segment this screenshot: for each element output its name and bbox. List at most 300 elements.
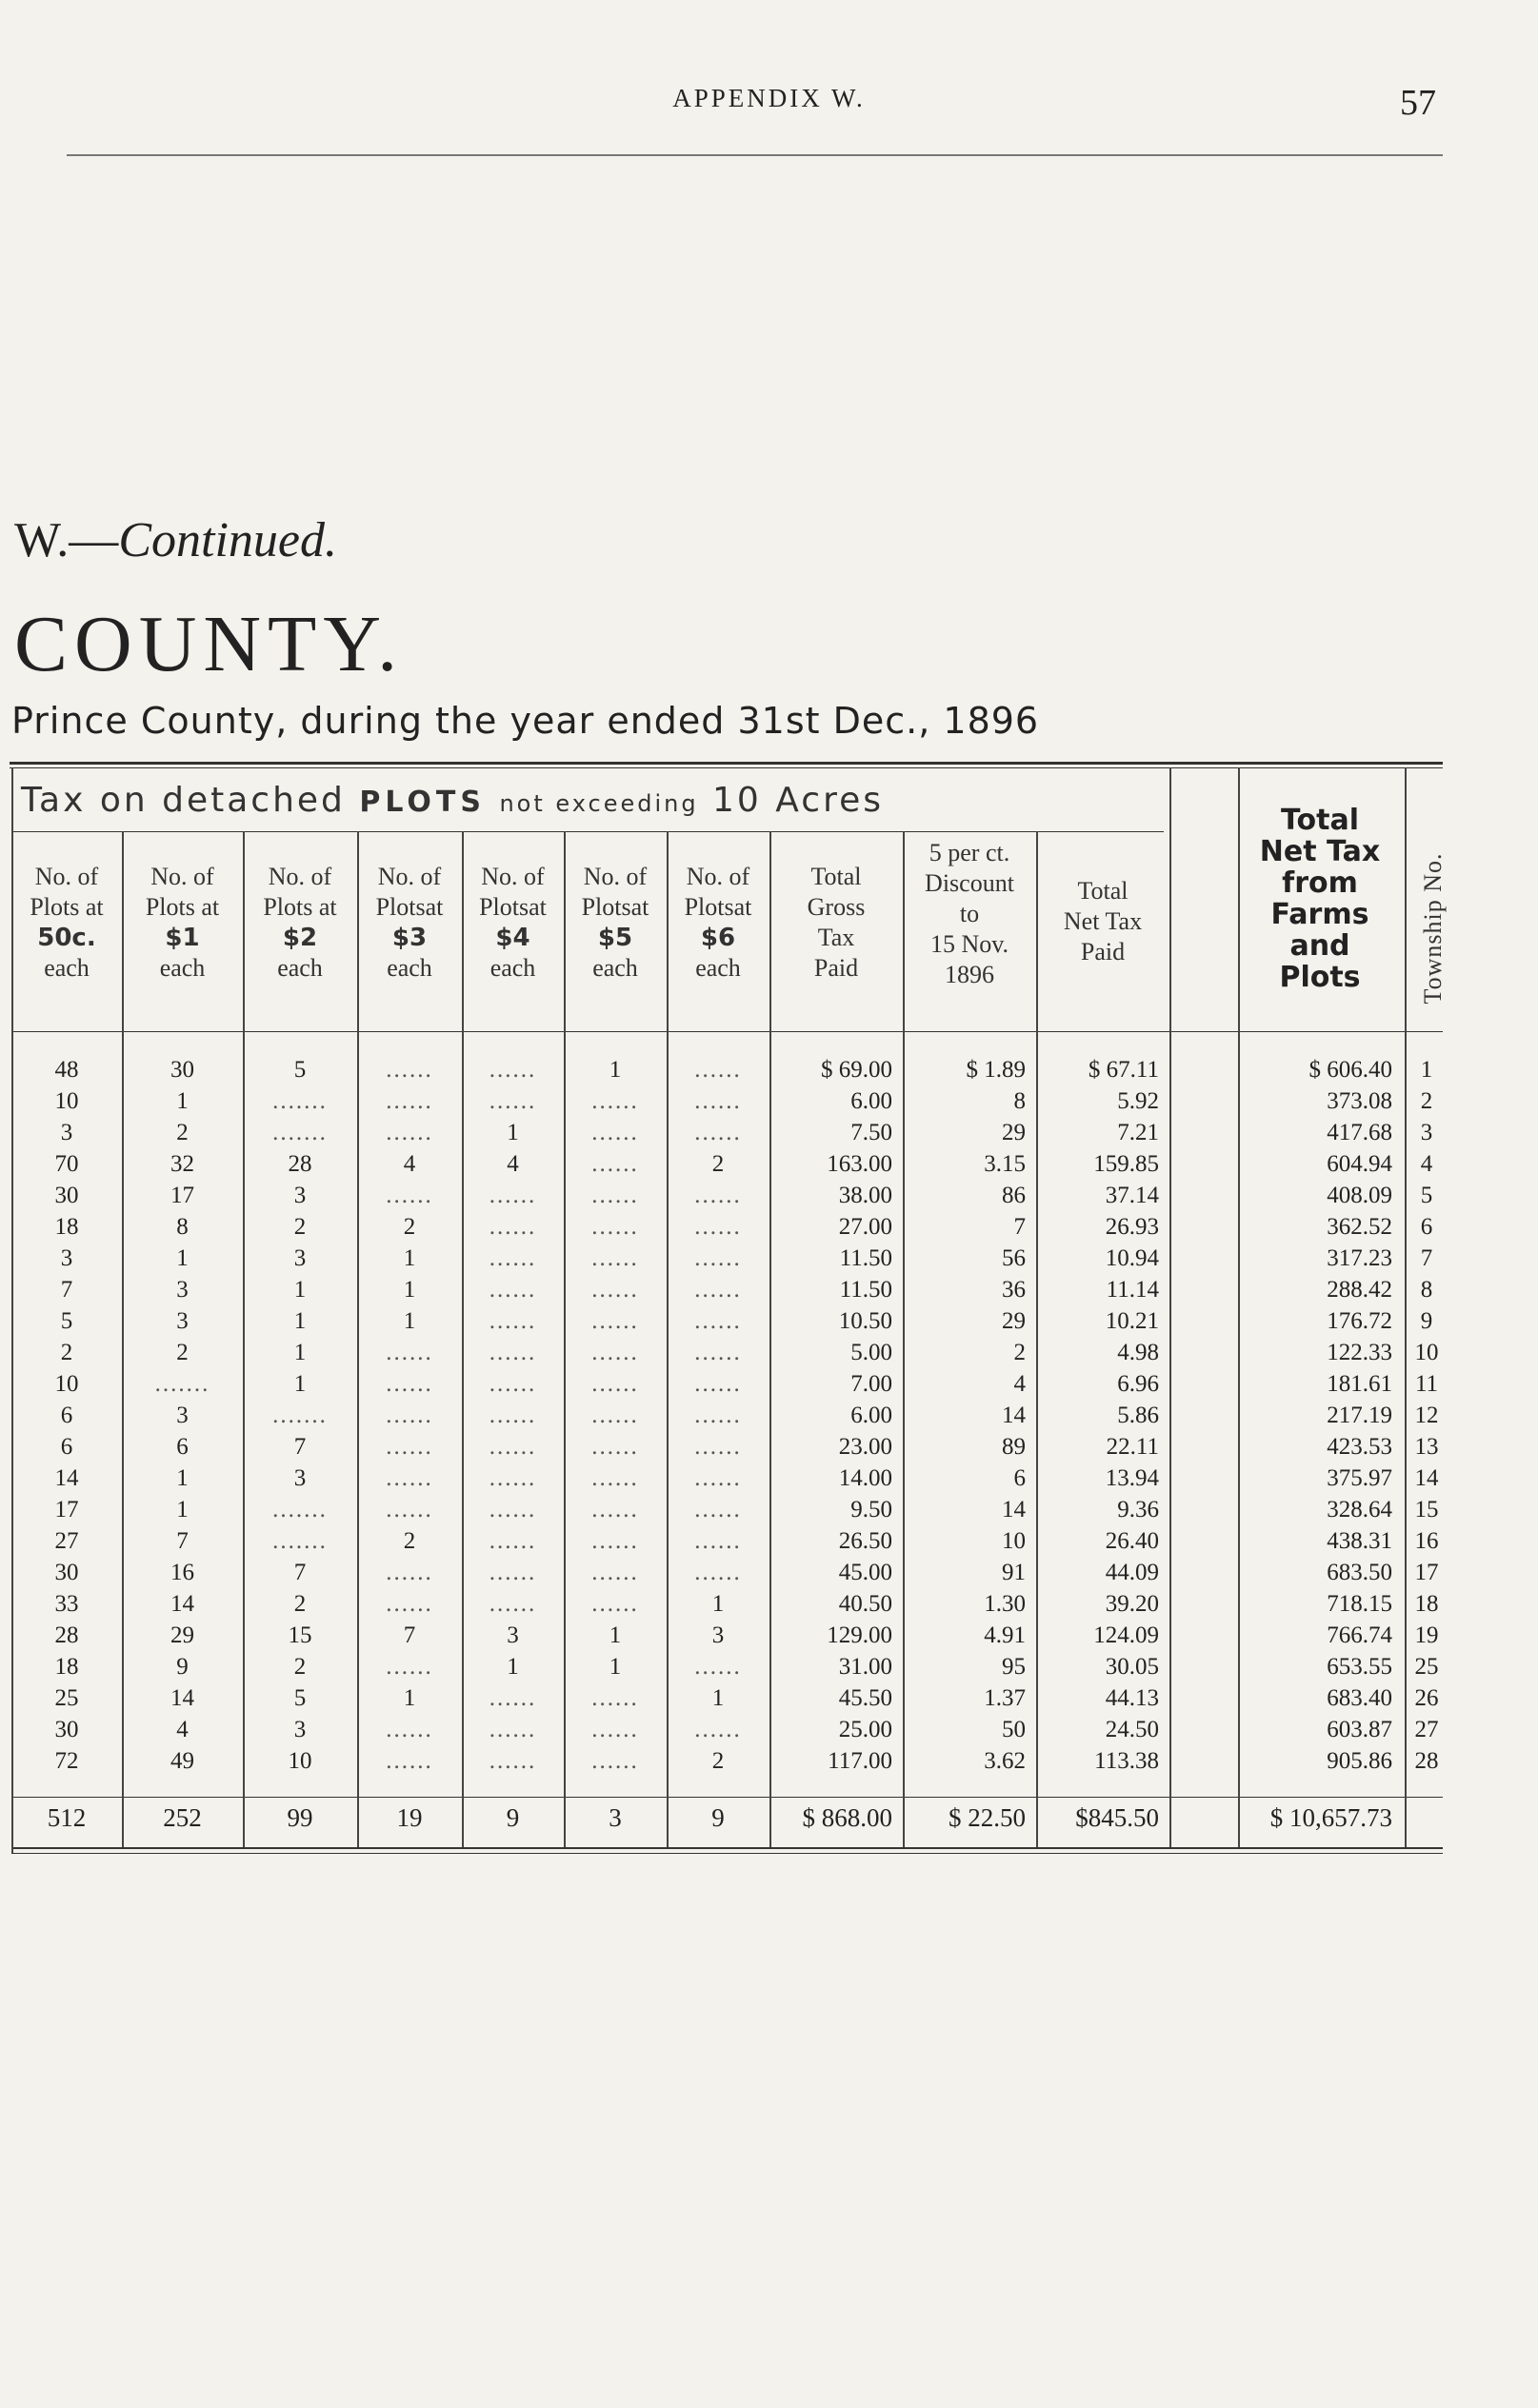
span-header-part1: Tax on detached (21, 781, 346, 820)
cell-plots-5: ...... (591, 1591, 639, 1617)
col-header-5-dollar (564, 862, 667, 984)
cell-plots-3: ...... (386, 1183, 433, 1208)
table-bottom-rule-thin (11, 1853, 1443, 1854)
col-header-rate: $5 (597, 924, 633, 952)
col-header-line: each (489, 954, 536, 982)
col-header-line: to (959, 900, 980, 927)
cell-total-net-tax: 438.31 (1327, 1528, 1392, 1554)
cell-plots-5: ...... (591, 1183, 639, 1208)
cell-plots-4: 1 (507, 1120, 519, 1145)
total-plots-2: 99 (287, 1803, 313, 1832)
cell-plots-1: 1 (176, 1497, 189, 1522)
col-header-line: Plots (1279, 961, 1361, 994)
cell-plots-4: ...... (489, 1214, 537, 1240)
cell-plots-1: 14 (170, 1685, 194, 1711)
total-gross-tax: $ 868.00 (802, 1803, 892, 1832)
cell-township-no: 19 (1414, 1622, 1439, 1648)
cell-gross-tax: $ 69.00 (821, 1057, 892, 1083)
span-header-part4: 10 Acres (712, 781, 884, 820)
cell-plots-6: ...... (694, 1560, 742, 1585)
cell-plots-5: ...... (591, 1120, 639, 1145)
cell-plots-5: ...... (591, 1308, 639, 1334)
continued-word: Continued. (118, 513, 337, 567)
cell-plots-5: ...... (591, 1434, 639, 1460)
cell-discount: 6 (1013, 1465, 1026, 1491)
cell-plots-50c: 33 (54, 1591, 79, 1617)
table-row (0, 1340, 1538, 1371)
cell-plots-3: ...... (386, 1748, 433, 1774)
cell-plots-4: ...... (489, 1245, 537, 1271)
cell-plots-5: ...... (591, 1088, 639, 1114)
cell-discount: 2 (1013, 1340, 1026, 1365)
col-header-total-net (1238, 805, 1402, 993)
cell-plots-5: ...... (591, 1340, 639, 1365)
col-header-line: No. of (268, 863, 332, 890)
cell-plots-1: 9 (176, 1654, 189, 1680)
cell-discount: 29 (1002, 1120, 1026, 1145)
cell-total-net-tax: 122.33 (1327, 1340, 1392, 1365)
cell-plots-1: 6 (176, 1434, 189, 1460)
cell-plots-6: ...... (694, 1434, 742, 1460)
cell-total-net-tax: 423.53 (1327, 1434, 1392, 1460)
cell-plots-3: ...... (386, 1497, 433, 1522)
cell-plots-2: 7 (293, 1560, 307, 1585)
cell-plots-5: ...... (591, 1245, 639, 1271)
cell-township-no: 9 (1420, 1308, 1433, 1334)
cell-plots-5: ...... (591, 1685, 639, 1711)
cell-total-net-tax: 683.50 (1327, 1560, 1392, 1585)
cell-net-tax: 4.98 (1117, 1340, 1159, 1365)
table-row (0, 1748, 1538, 1780)
cell-plots-50c: 5 (60, 1308, 73, 1334)
cell-plots-5: ...... (591, 1371, 639, 1397)
cell-plots-4: 4 (507, 1151, 519, 1177)
cell-net-tax: 24.50 (1105, 1717, 1159, 1742)
col-header-line: each (277, 954, 323, 982)
col-header-line: each (695, 954, 741, 982)
table-row (0, 1528, 1538, 1560)
cell-gross-tax: 11.50 (839, 1277, 892, 1303)
col-header-line: Tax (817, 924, 855, 951)
cell-plots-1: 17 (170, 1183, 194, 1208)
cell-net-tax: 37.14 (1105, 1183, 1159, 1208)
cell-plots-5: 1 (609, 1654, 622, 1680)
cell-plots-4: ...... (489, 1528, 537, 1554)
cell-gross-tax: 38.00 (838, 1183, 892, 1208)
cell-township-no: 26 (1414, 1685, 1439, 1711)
cell-net-tax: 9.36 (1117, 1497, 1159, 1522)
cell-plots-5: ...... (591, 1277, 639, 1303)
county-heading: COUNTY. (14, 600, 405, 688)
col-header-rate: $2 (282, 924, 318, 952)
cell-plots-2: 1 (293, 1340, 307, 1365)
cell-discount: 14 (1002, 1497, 1026, 1522)
cell-plots-3: ...... (386, 1560, 433, 1585)
table-top-rule (10, 762, 1443, 765)
cell-township-no: 1 (1420, 1057, 1433, 1083)
table-row (0, 1403, 1538, 1434)
cell-plots-5: ...... (591, 1497, 639, 1522)
cell-plots-5: ...... (591, 1748, 639, 1774)
cell-total-net-tax: 328.64 (1327, 1497, 1392, 1522)
cell-plots-2: ....... (272, 1528, 328, 1554)
cell-plots-5: ...... (591, 1465, 639, 1491)
cell-plots-2: 5 (293, 1685, 307, 1711)
cell-net-tax: 22.11 (1106, 1434, 1159, 1460)
cell-township-no: 15 (1414, 1497, 1439, 1522)
cell-discount: 91 (1002, 1560, 1026, 1585)
cell-plots-5: 1 (609, 1057, 622, 1083)
col-header-1-dollar (122, 862, 243, 984)
col-header-line: Plots at (30, 893, 104, 921)
table-row (0, 1622, 1538, 1654)
table-row (0, 1497, 1538, 1528)
cell-net-tax: 159.85 (1093, 1151, 1159, 1177)
cell-discount: 50 (1002, 1717, 1026, 1742)
cell-net-tax: 10.94 (1105, 1245, 1159, 1271)
cell-plots-50c: 7 (60, 1277, 73, 1303)
col-header-6-dollar (667, 862, 769, 984)
col-header-line: Paid (1080, 938, 1126, 965)
cell-plots-5: ...... (591, 1151, 639, 1177)
cell-total-net-tax: 217.19 (1327, 1403, 1392, 1428)
table-row (0, 1277, 1538, 1308)
col-header-line: each (159, 954, 206, 982)
cell-discount: 14 (1002, 1403, 1026, 1428)
cell-discount: 86 (1002, 1183, 1026, 1208)
span-header (21, 781, 1164, 820)
table-row (0, 1654, 1538, 1685)
cell-discount: 1.37 (984, 1685, 1026, 1711)
total-plots-50c: 512 (47, 1803, 87, 1832)
cell-gross-tax: 163.00 (827, 1151, 892, 1177)
cell-township-no: 12 (1414, 1403, 1439, 1428)
cell-total-net-tax: 375.97 (1327, 1465, 1392, 1491)
cell-plots-3: ...... (386, 1120, 433, 1145)
cell-gross-tax: 5.00 (850, 1340, 892, 1365)
cell-plots-6: 2 (711, 1748, 725, 1774)
cell-plots-2: 2 (293, 1214, 307, 1240)
cell-plots-4: 3 (507, 1622, 519, 1648)
cell-total-net-tax: 362.52 (1327, 1214, 1392, 1240)
cell-township-no: 16 (1414, 1528, 1439, 1554)
cell-net-tax: 124.09 (1093, 1622, 1159, 1648)
cell-plots-3: ...... (386, 1371, 433, 1397)
cell-plots-50c: 25 (54, 1685, 79, 1711)
cell-plots-5: ...... (591, 1214, 639, 1240)
cell-discount: 36 (1002, 1277, 1026, 1303)
cell-plots-5: ...... (591, 1717, 639, 1742)
cell-discount: 7 (1013, 1214, 1026, 1240)
col-header-line: each (592, 954, 638, 982)
cell-plots-50c: 10 (54, 1088, 79, 1114)
cell-total-net-tax: 176.72 (1327, 1308, 1392, 1334)
cell-total-net-tax: 417.68 (1327, 1120, 1392, 1145)
cell-plots-1: ....... (154, 1371, 210, 1397)
table-row (0, 1371, 1538, 1403)
cell-plots-1: 29 (170, 1622, 194, 1648)
col-header-rate: $3 (391, 924, 428, 952)
cell-plots-4: ...... (489, 1717, 537, 1742)
cell-total-net-tax: 603.87 (1327, 1717, 1392, 1742)
cell-gross-tax: 31.00 (838, 1654, 892, 1680)
cell-plots-1: 4 (176, 1717, 189, 1742)
col-header-line: Discount (925, 869, 1014, 897)
col-header-line: Net Tax (1063, 907, 1143, 935)
cell-discount: 10 (1002, 1528, 1026, 1554)
table-row (0, 1591, 1538, 1622)
cell-discount: 3.62 (984, 1748, 1026, 1774)
cell-plots-2: 3 (293, 1717, 307, 1742)
col-header-line: Plots at (145, 893, 220, 921)
cell-plots-6: 1 (711, 1591, 725, 1617)
cell-plots-50c: 14 (54, 1465, 79, 1491)
col-header-line: Gross (807, 893, 866, 921)
cell-plots-2: 1 (293, 1277, 307, 1303)
table-row (0, 1183, 1538, 1214)
cell-plots-2: 2 (293, 1591, 307, 1617)
cell-plots-3: 4 (403, 1151, 416, 1177)
cell-gross-tax: 129.00 (827, 1622, 892, 1648)
cell-plots-50c: 30 (54, 1560, 79, 1585)
table-row (0, 1560, 1538, 1591)
table-row (0, 1717, 1538, 1748)
cell-gross-tax: 14.00 (838, 1465, 892, 1491)
cell-plots-2: ....... (272, 1120, 328, 1145)
span-header-part3: not exceeding (499, 790, 699, 817)
span-header-plots: PLOTS (359, 786, 486, 819)
cell-plots-3: ...... (386, 1057, 433, 1083)
cell-discount: 4 (1013, 1371, 1026, 1397)
cell-plots-50c: 30 (54, 1717, 79, 1742)
col-header-line: No. of (583, 863, 648, 890)
table-subtitle: Prince County, during the year ended 31st Dec., 1896 (11, 700, 1040, 742)
cell-plots-1: 1 (176, 1088, 189, 1114)
total-plots-6: 9 (711, 1803, 725, 1832)
continued-heading (14, 512, 337, 568)
cell-plots-3: ...... (386, 1403, 433, 1428)
cell-plots-4: ...... (489, 1591, 537, 1617)
cell-plots-2: ....... (272, 1403, 328, 1428)
cell-plots-2: 2 (293, 1654, 307, 1680)
col-header-line: Plots at (263, 893, 337, 921)
cell-township-no: 13 (1414, 1434, 1439, 1460)
cell-plots-4: ...... (489, 1371, 537, 1397)
township-header-text: Township No. (1419, 852, 1447, 1005)
col-header-rate: 50c. (37, 924, 96, 952)
cell-plots-6: ...... (694, 1371, 742, 1397)
cell-plots-2: 3 (293, 1465, 307, 1491)
cell-plots-1: 32 (170, 1151, 194, 1177)
cell-township-no: 4 (1420, 1151, 1433, 1177)
col-header-line: each (44, 954, 90, 982)
cell-gross-tax: 7.50 (850, 1120, 892, 1145)
cell-plots-4: ...... (489, 1088, 537, 1114)
cell-plots-4: ...... (489, 1183, 537, 1208)
total-plots-1: 252 (163, 1803, 202, 1832)
cell-gross-tax: 45.50 (838, 1685, 892, 1711)
cell-plots-4: ...... (489, 1465, 537, 1491)
cell-township-no: 10 (1414, 1340, 1439, 1365)
cell-plots-6: ...... (694, 1465, 742, 1491)
col-header-line: Total (810, 863, 862, 890)
table-row (0, 1214, 1538, 1245)
cell-plots-6: ...... (694, 1245, 742, 1271)
col-header-gross-tax (769, 862, 903, 984)
total-plots-3: 19 (396, 1803, 423, 1832)
col-header-line: and (1289, 929, 1350, 963)
cell-plots-1: 30 (170, 1057, 194, 1083)
header-bottom-rule (11, 1031, 1443, 1032)
cell-plots-2: 3 (293, 1183, 307, 1208)
col-header-discount (903, 838, 1036, 990)
col-header-line: 15 Nov. (929, 930, 1009, 958)
cell-plots-4: ...... (489, 1403, 537, 1428)
cell-plots-1: 3 (176, 1277, 189, 1303)
cell-discount: 95 (1002, 1654, 1026, 1680)
cell-total-net-tax: 683.40 (1327, 1685, 1392, 1711)
cell-plots-4: ...... (489, 1748, 537, 1774)
cell-gross-tax: 23.00 (838, 1434, 892, 1460)
cell-plots-6: ...... (694, 1088, 742, 1114)
cell-plots-4: ...... (489, 1560, 537, 1585)
col-header-line: No. of (150, 863, 214, 890)
cell-plots-1: 1 (176, 1465, 189, 1491)
cell-plots-50c: 6 (60, 1434, 73, 1460)
cell-plots-50c: 3 (60, 1245, 73, 1271)
cell-net-tax: 10.21 (1105, 1308, 1159, 1334)
cell-plots-6: ...... (694, 1497, 742, 1522)
cell-net-tax: 5.92 (1117, 1088, 1159, 1114)
table-row (0, 1465, 1538, 1497)
cell-township-no: 11 (1414, 1371, 1439, 1397)
cell-plots-3: ...... (386, 1340, 433, 1365)
cell-plots-6: ...... (694, 1057, 742, 1083)
cell-net-tax: 26.40 (1105, 1528, 1159, 1554)
cell-plots-3: ...... (386, 1654, 433, 1680)
col-header-3-dollar (357, 862, 462, 984)
cell-plots-3: ...... (386, 1434, 433, 1460)
cell-plots-1: 1 (176, 1245, 189, 1271)
cell-gross-tax: 10.50 (838, 1308, 892, 1334)
cell-plots-2: 1 (293, 1371, 307, 1397)
table-row (0, 1245, 1538, 1277)
cell-discount: 89 (1002, 1434, 1026, 1460)
cell-plots-3: 1 (403, 1308, 416, 1334)
cell-total-net-tax: 288.42 (1327, 1277, 1392, 1303)
col-header-rate: $1 (165, 924, 200, 952)
cell-plots-50c: 6 (60, 1403, 73, 1428)
running-head: APPENDIX W. (672, 84, 866, 112)
cell-discount: 29 (1002, 1308, 1026, 1334)
col-header-line: 1896 (945, 961, 994, 988)
cell-plots-4: ...... (489, 1277, 537, 1303)
col-header-line: No. of (34, 863, 99, 890)
table-row (0, 1057, 1538, 1088)
col-header-line: Net Tax (1259, 835, 1381, 868)
cell-township-no: 18 (1414, 1591, 1439, 1617)
cell-plots-6: ...... (694, 1183, 742, 1208)
cell-total-net-tax: 905.86 (1327, 1748, 1392, 1774)
cell-plots-1: 3 (176, 1308, 189, 1334)
table-row (0, 1434, 1538, 1465)
cell-plots-1: 2 (176, 1120, 189, 1145)
col-header-township (1414, 819, 1452, 1038)
cell-township-no: 2 (1420, 1088, 1433, 1114)
cell-township-no: 7 (1420, 1245, 1433, 1271)
cell-plots-6: 2 (711, 1151, 725, 1177)
col-header-rate: $4 (495, 924, 530, 952)
table-row (0, 1308, 1538, 1340)
col-header-line: each (387, 954, 432, 982)
cell-total-net-tax: 408.09 (1327, 1183, 1392, 1208)
cell-plots-4: ...... (489, 1057, 537, 1083)
cell-total-net-tax: 604.94 (1327, 1151, 1392, 1177)
col-header-line: Plotsat (375, 893, 444, 921)
cell-plots-3: 2 (403, 1214, 416, 1240)
cell-total-net-tax: 317.23 (1327, 1245, 1392, 1271)
cell-plots-4: ...... (489, 1685, 537, 1711)
cell-township-no: 14 (1414, 1465, 1439, 1491)
cell-total-net-tax: 373.08 (1327, 1088, 1392, 1114)
cell-net-tax: 44.09 (1105, 1560, 1159, 1585)
cell-plots-6: ...... (694, 1120, 742, 1145)
cell-gross-tax: 9.50 (850, 1497, 892, 1522)
cell-plots-6: ...... (694, 1717, 742, 1742)
cell-plots-50c: 10 (54, 1371, 79, 1397)
table-bottom-rule (11, 1847, 1443, 1849)
header-rule (67, 154, 1443, 156)
totals-row (0, 1803, 1538, 1841)
cell-plots-4: 1 (507, 1654, 519, 1680)
cell-plots-2: 10 (288, 1748, 312, 1774)
cell-plots-1: 7 (176, 1528, 189, 1554)
cell-plots-6: ...... (694, 1340, 742, 1365)
cell-gross-tax: 26.50 (838, 1528, 892, 1554)
cell-plots-5: ...... (591, 1560, 639, 1585)
col-header-line: Plotsat (581, 893, 649, 921)
cell-plots-50c: 48 (54, 1057, 79, 1083)
cell-discount: 1.30 (984, 1591, 1026, 1617)
cell-discount: 3.15 (984, 1151, 1026, 1177)
cell-plots-2: 7 (293, 1434, 307, 1460)
cell-net-tax: 6.96 (1117, 1371, 1159, 1397)
cell-gross-tax: 27.00 (838, 1214, 892, 1240)
cell-plots-50c: 3 (60, 1120, 73, 1145)
cell-township-no: 27 (1414, 1717, 1439, 1742)
total-plots-4: 9 (506, 1803, 520, 1832)
cell-discount: $ 1.89 (966, 1057, 1026, 1083)
cell-plots-50c: 18 (54, 1654, 79, 1680)
cell-plots-3: 1 (403, 1685, 416, 1711)
cell-plots-1: 14 (170, 1591, 194, 1617)
cell-plots-3: ...... (386, 1088, 433, 1114)
cell-plots-1: 8 (176, 1214, 189, 1240)
cell-plots-1: 16 (170, 1560, 194, 1585)
cell-plots-50c: 18 (54, 1214, 79, 1240)
cell-plots-6: ...... (694, 1214, 742, 1240)
cell-plots-3: ...... (386, 1591, 433, 1617)
cell-gross-tax: 40.50 (838, 1591, 892, 1617)
cell-net-tax: 5.86 (1117, 1403, 1159, 1428)
cell-plots-4: ...... (489, 1434, 537, 1460)
cell-plots-2: 28 (288, 1151, 312, 1177)
cell-gross-tax: 117.00 (828, 1748, 892, 1774)
cell-gross-tax: 45.00 (838, 1560, 892, 1585)
col-header-50c (11, 862, 122, 984)
cell-total-net-tax: 181.61 (1327, 1371, 1392, 1397)
cell-plots-6: ...... (694, 1528, 742, 1554)
